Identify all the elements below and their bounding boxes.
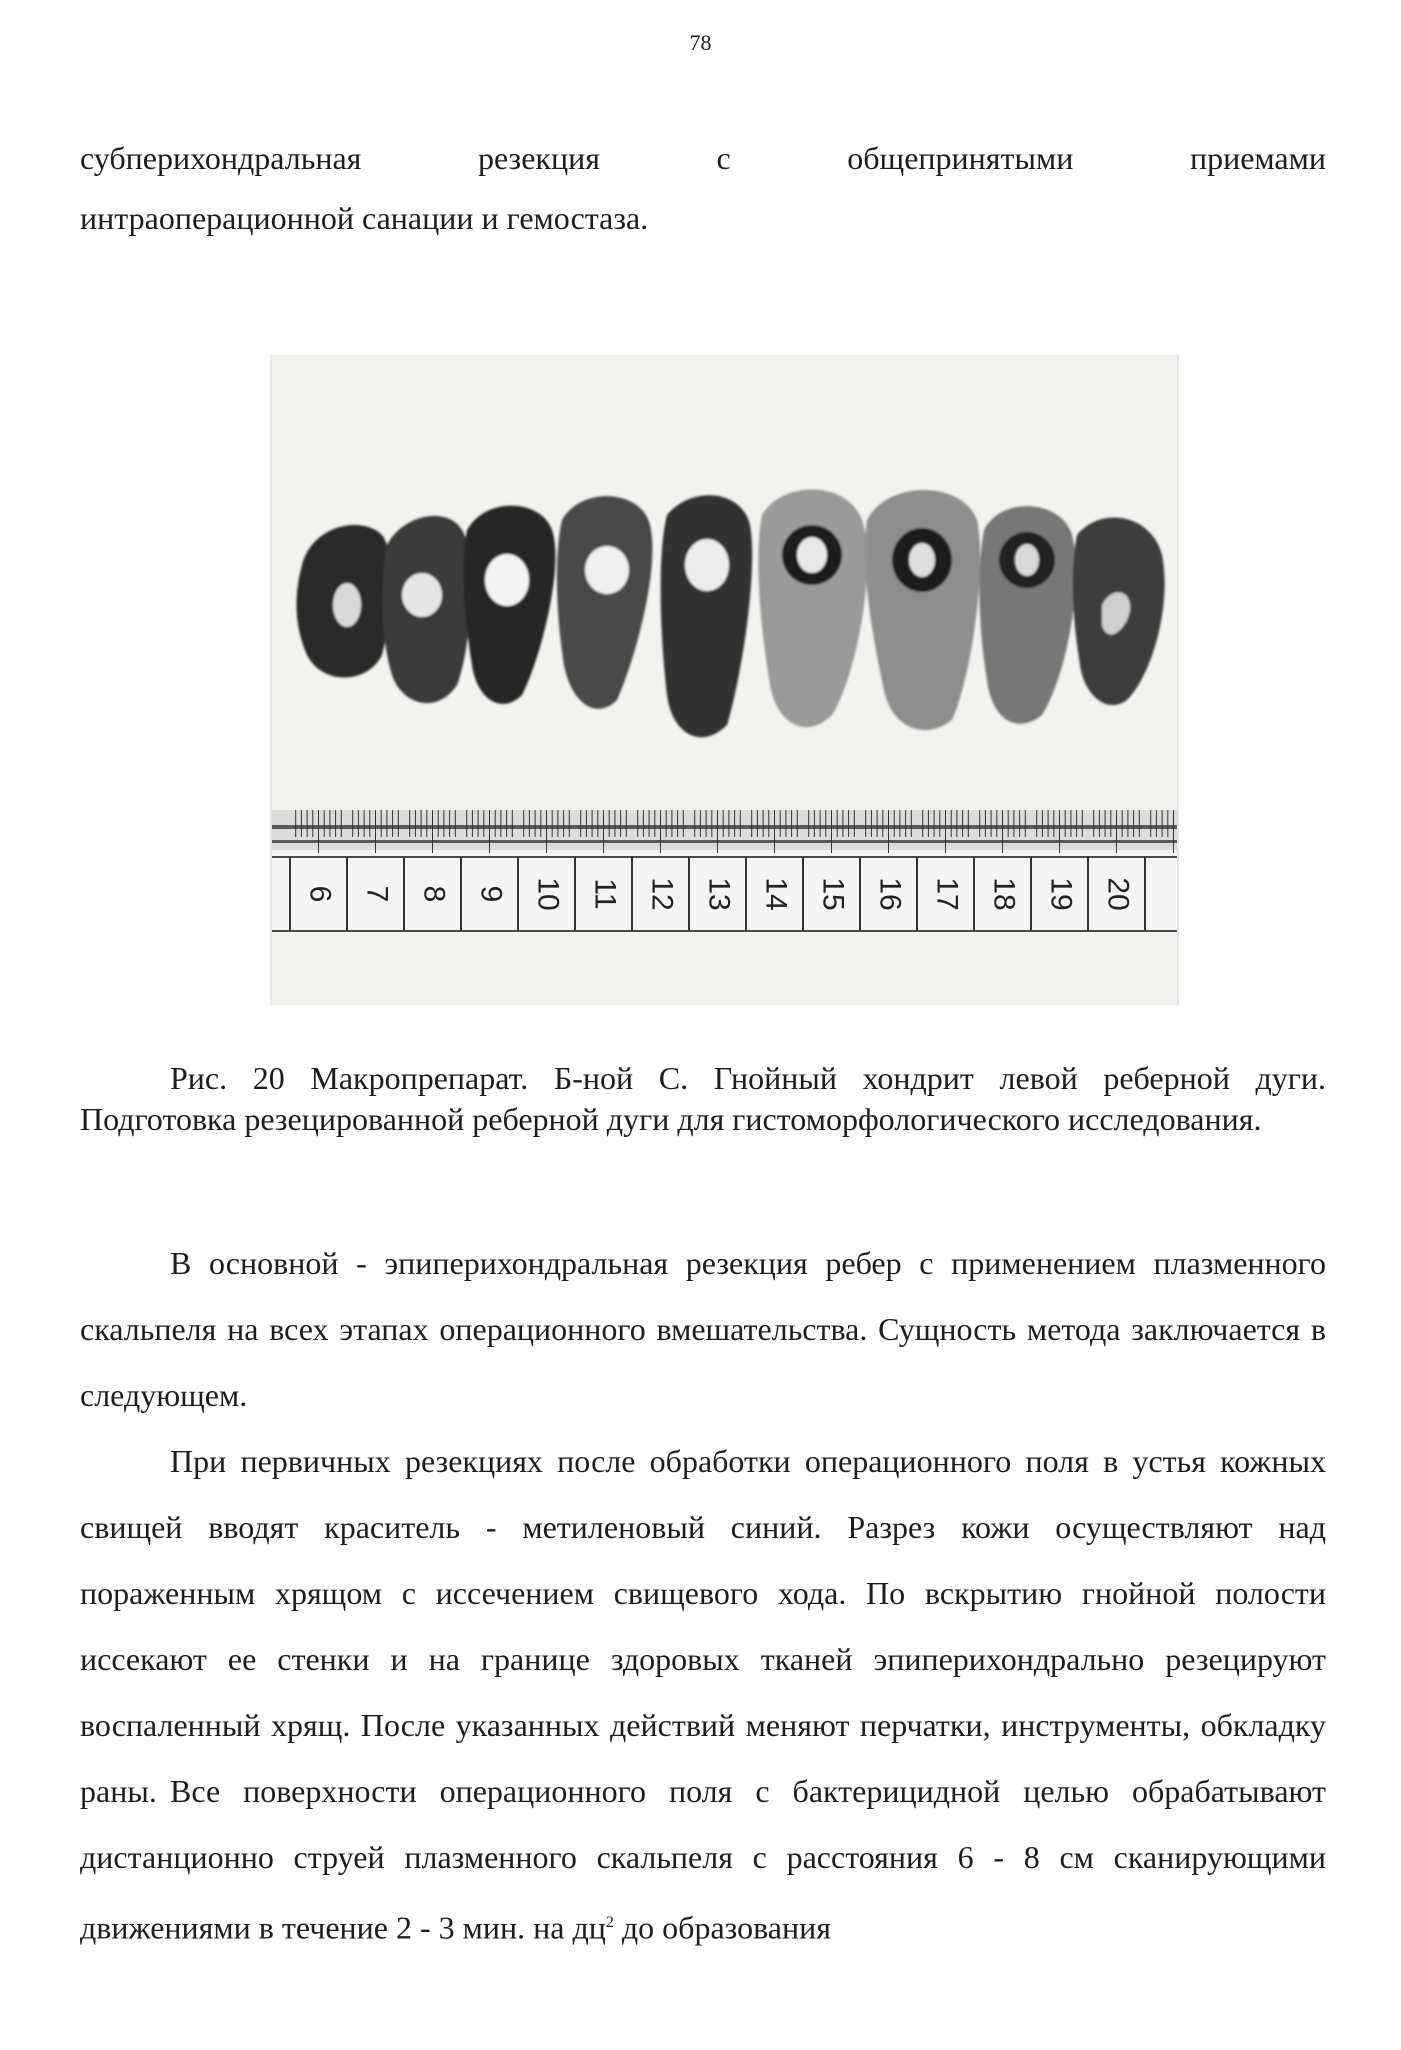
- ruler-number: 14: [759, 877, 793, 911]
- body-paragraph-3-tail: до образования: [613, 1909, 831, 1946]
- page-number: 78: [689, 30, 712, 55]
- intro-paragraph: [80, 128, 1326, 248]
- ruler-number: 10: [531, 877, 565, 911]
- ruler-number: 11: [588, 878, 622, 910]
- body-paragraph-3-text: Все поверхности операционного поля с бактерицидной целью обрабатывают дистанционно струей плазменного скальпеля с расстояния 6 - 8 см сканирующими движениями в течение 2 - 3 мин. на дц: [80, 1773, 1326, 1946]
- ruler-number: 9: [474, 885, 508, 903]
- intro-line-1: субперихондральная резекция с общепринятыми приемами: [80, 140, 1326, 176]
- ruler-number: 12: [645, 877, 679, 911]
- ruler-number: 20: [1101, 877, 1135, 911]
- macro-specimen-photo: [270, 355, 1179, 1005]
- ruler-number: 6: [303, 885, 337, 903]
- body-paragraph-1: В основной - эпиперихондральная резекция ребер с применением плазменного скальпеля на всех этапах операционного вмешательства. Сущность метода заключается в следующем.: [80, 1245, 1326, 1413]
- ruler-number: 7: [360, 885, 394, 903]
- body-paragraph-3: [80, 1758, 1326, 1961]
- ruler-number: 8: [417, 885, 451, 903]
- ruler-number: 18: [987, 877, 1021, 911]
- specimen-illustration: [272, 355, 1177, 1005]
- body-paragraph-2: При первичных резекциях после обработки операционного поля в устья кожных свищей вводят краситель - метиленовый синий. Разрез кожи осуществляют над пораженным хрящом с иссечением свищевого хода. По вскрытию гнойной полости иссекают ее стенки и на границе здоровых тканей эпиперихондрально резецируют воспаленный хрящ. После указанных действий меняют перчатки, инструменты, обкладку раны.: [80, 1443, 1326, 1809]
- superscript-2: 2: [605, 1914, 614, 1931]
- ruler-number: 19: [1044, 877, 1078, 911]
- ruler-number: 15: [816, 877, 850, 911]
- figure-caption: Рис. 20 Макропрепарат. Б-ной С. Гнойный хондрит левой реберной дуги. Подготовка резецированной реберной дуги для гистоморфологического исследования.: [80, 1060, 1326, 1137]
- ruler-number: 16: [873, 877, 907, 911]
- ruler: [272, 810, 1177, 935]
- ruler-number: 17: [930, 877, 964, 911]
- intro-line-2: интраоперационной санации и гемостаза.: [80, 200, 649, 236]
- ruler-number: 13: [702, 877, 736, 911]
- rib-specimens: [297, 489, 1165, 737]
